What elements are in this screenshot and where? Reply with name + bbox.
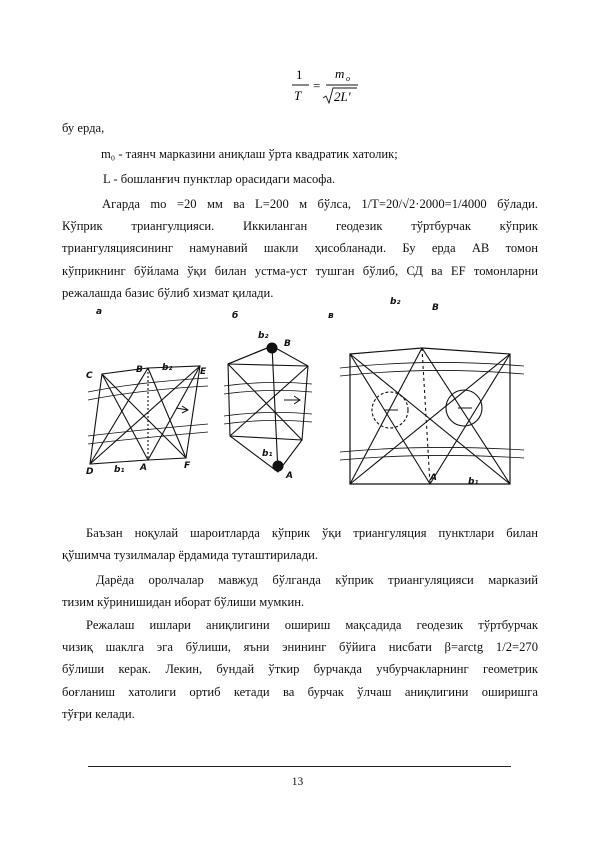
- definition-L: L - бошланғич пунктлар орасидаги масофа.: [103, 172, 336, 186]
- formula-graphic: [285, 60, 365, 110]
- formula: [285, 60, 365, 110]
- paragraph-line: Дарёда оролчалар мавжуд бўлганда кўприк триангуляцияси марказий: [96, 573, 538, 587]
- paragraph-line: Кўприк триангулцияси. Иккиланган геодезик тўртбурчак кўприк: [62, 219, 538, 234]
- footer-divider: [88, 766, 511, 767]
- label: B: [136, 365, 143, 375]
- formula-left-num: 1: [296, 67, 303, 82]
- formula-left-den: T: [294, 88, 302, 103]
- label: a: [96, 307, 103, 317]
- diagram-b-labels: [232, 310, 293, 481]
- paragraph-line: Баъзан ноқулай шароитларда кўприк ўқи триангуляция пунктлари билан: [86, 526, 538, 540]
- diagram-a: [88, 366, 208, 464]
- formula-right-num-sub: o: [346, 74, 350, 83]
- label: b₁: [468, 477, 479, 486]
- label: б: [232, 311, 239, 321]
- intro-text: бу ерда,: [62, 121, 105, 135]
- label: A: [286, 471, 293, 481]
- paragraph-line: Режалаш ишлари аниқлигини ошириш мақсадида геодезик тўртбурчак: [86, 618, 538, 632]
- paragraph-connection: [62, 522, 538, 566]
- label: b₂: [258, 331, 269, 341]
- paragraph-line: Агарда mo =20 мм ва L=200 м бўлса, 1/Т=20/√2·2000=1/4000 бўлади.: [102, 197, 538, 211]
- paragraph-bridge-triangulation: [62, 193, 538, 304]
- definition-m0: m₀ - таянч марказини аниқлаш ўрта квадратик хатолик;: [101, 147, 398, 161]
- page-number: 13: [291, 776, 304, 788]
- triangulation-diagrams: [78, 294, 528, 486]
- paragraph-line: тизим кўринишидан иборат бўлиши мумкин.: [62, 595, 305, 610]
- paragraph-line: чизиқ шаклга эга бўлиши, яъни энининг бўйига нисбати β=arctg 1/2=270: [62, 640, 538, 655]
- label: F: [184, 461, 191, 471]
- paragraph-line: боғланиш хатолиги ортиб кетади ва бурчак ўлчаш аниқлигини оширишга: [62, 684, 538, 699]
- label: B: [432, 303, 439, 313]
- label: b₁: [114, 465, 125, 475]
- label: в: [328, 311, 334, 321]
- formula-right-den: 2L': [334, 89, 351, 104]
- label: E: [200, 367, 207, 377]
- label: A: [430, 473, 437, 483]
- label: A: [140, 463, 147, 473]
- paragraph-line: қўшимча тузилмалар ёрдамида туташтирилади.: [62, 548, 319, 563]
- label: b₂: [162, 363, 173, 373]
- paragraph-line: бўлиши керак. Лекин, бундай ўткир бурчакда учбурчакларнинг геометрик: [62, 662, 538, 677]
- diagram-c: [340, 348, 524, 484]
- paragraph-line: триангуляциясининг намунавий шакли ҳисобланади. Бу ерда АВ томон: [62, 241, 538, 256]
- paragraph-line: тўғри келади.: [62, 706, 135, 721]
- formula-right-num: m: [335, 66, 345, 81]
- paragraph-accuracy: [62, 614, 538, 725]
- formula-equals: =: [313, 78, 321, 93]
- paragraph-line: режалашда базис бўлиб хизмат қилади.: [62, 285, 274, 300]
- label: b₂: [390, 297, 401, 307]
- label: b₁: [262, 449, 273, 459]
- label: C: [86, 371, 93, 381]
- paragraph-islands: [62, 569, 538, 613]
- label: D: [86, 467, 94, 477]
- paragraph-line: кўприкнинг бўйлама ўқи билан устма-уст тушган бўлиб, СД ва ЕF томонларни: [62, 263, 538, 278]
- triangulation-figure: [78, 294, 528, 486]
- label: B: [284, 339, 291, 349]
